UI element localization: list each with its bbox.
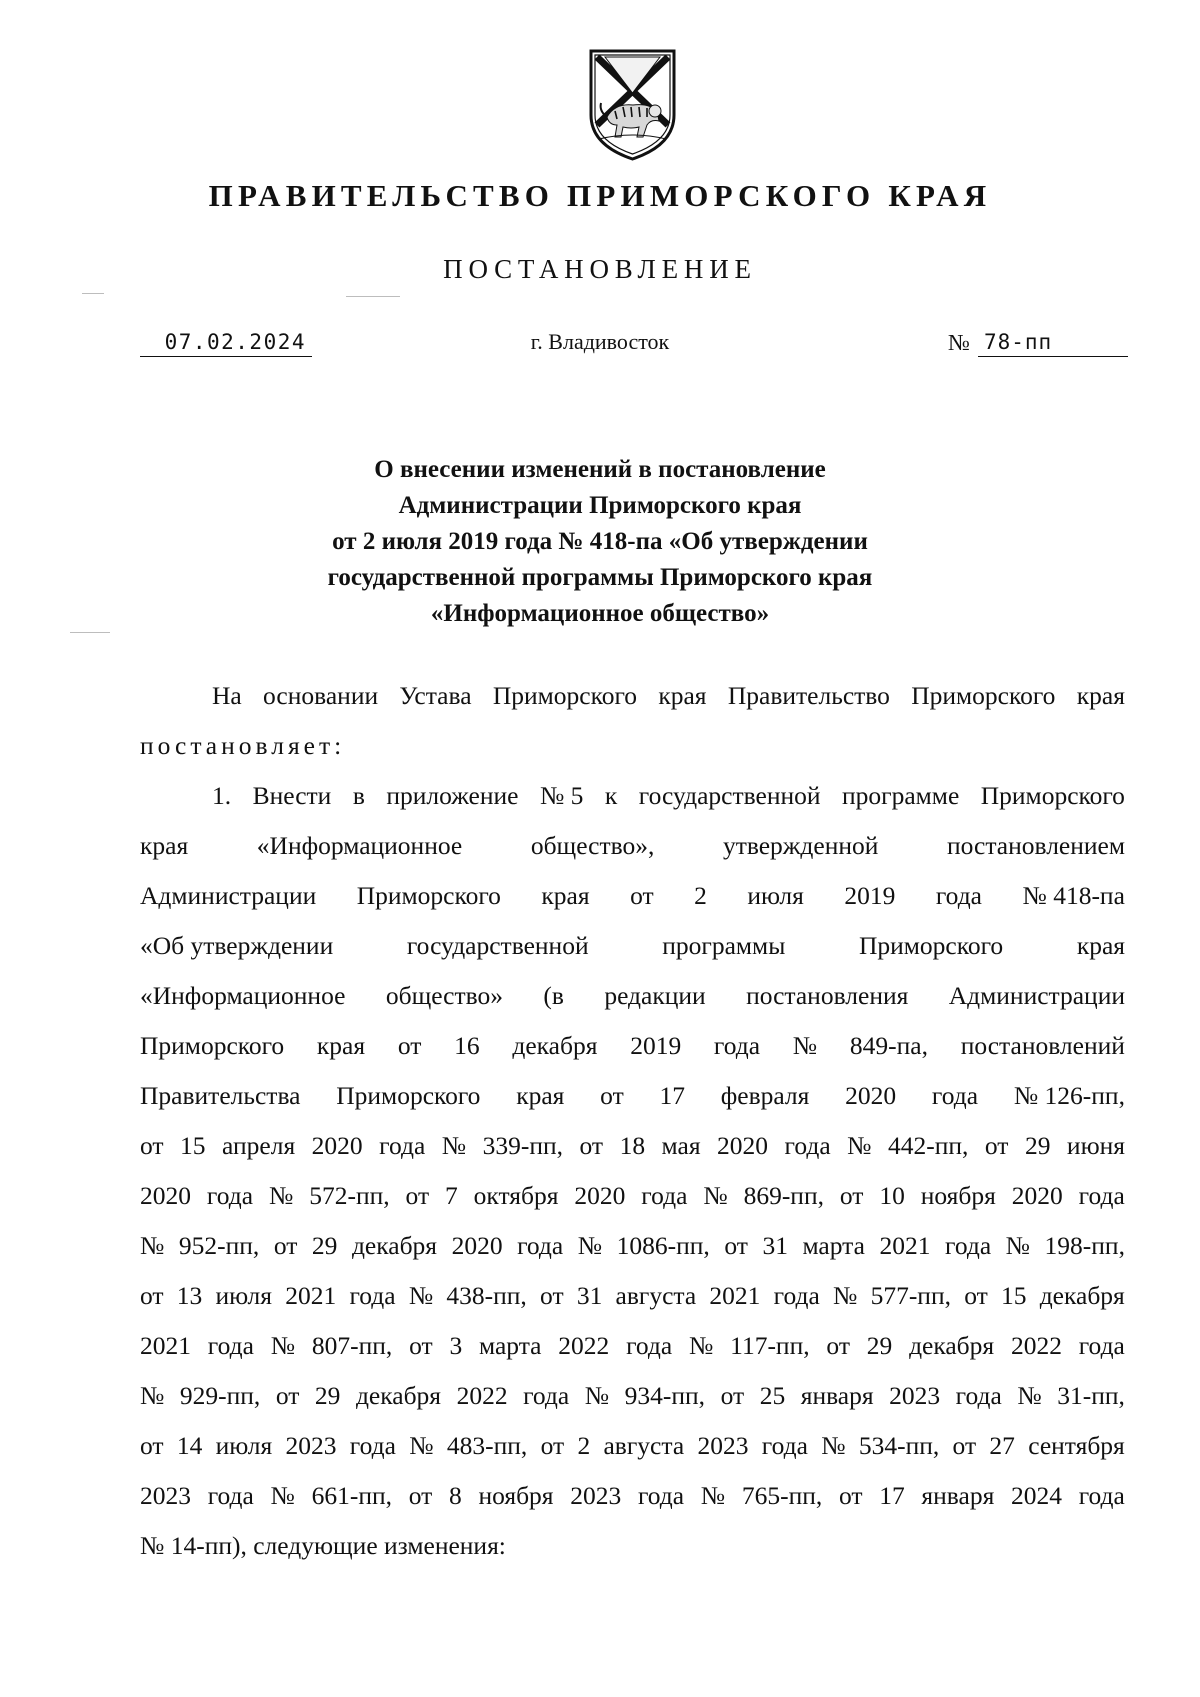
body-word: года bbox=[955, 1381, 1002, 1410]
body-word: Приморского bbox=[140, 1031, 285, 1060]
document-subject bbox=[0, 452, 1200, 632]
body-word: Приморского bbox=[492, 681, 638, 710]
document-type: ПОСТАНОВЛЕНИЕ bbox=[443, 254, 757, 284]
body-word: 572-пп, bbox=[309, 1181, 390, 1210]
body-word: 198-пп, bbox=[1044, 1231, 1125, 1260]
body-word: 2019 bbox=[844, 881, 896, 910]
body-word: № bbox=[821, 1431, 846, 1460]
body-word: 2021 bbox=[879, 1231, 931, 1260]
body-word: № bbox=[792, 1031, 818, 1060]
body-line bbox=[140, 771, 1125, 821]
body-word: утвержденной bbox=[722, 831, 879, 860]
body-word: года bbox=[207, 1481, 254, 1510]
body-word: 29 bbox=[866, 1331, 893, 1360]
body-word: года bbox=[1078, 1481, 1125, 1510]
body-word: апреля bbox=[222, 1131, 296, 1160]
body-word: № bbox=[833, 1281, 858, 1310]
body-word: года bbox=[1078, 1331, 1125, 1360]
body-word: июля bbox=[215, 1431, 273, 1460]
body-line bbox=[140, 721, 1125, 771]
body-line bbox=[140, 1321, 1125, 1371]
body-word: 2 bbox=[577, 1431, 591, 1460]
body-word: № bbox=[140, 1231, 165, 1260]
body-word: 1086-пп, bbox=[616, 1231, 710, 1260]
body-word: 2023 bbox=[697, 1431, 749, 1460]
body-word: № bbox=[1017, 1381, 1042, 1410]
body-word: от bbox=[540, 1431, 565, 1460]
body-word: постановлением bbox=[946, 831, 1125, 860]
body-word: 2020 bbox=[140, 1181, 191, 1210]
body-word: Администрации bbox=[948, 981, 1125, 1010]
body-word: 2020 bbox=[311, 1131, 363, 1160]
scan-artifact bbox=[70, 632, 110, 633]
body-word: 2022 bbox=[1010, 1331, 1062, 1360]
body-word: 13 bbox=[176, 1281, 203, 1310]
body-word: 2 bbox=[694, 881, 707, 910]
body-word: марта bbox=[802, 1231, 865, 1260]
subject-line: государственной программы Приморского края bbox=[327, 564, 873, 591]
body-word: 29 bbox=[311, 1231, 338, 1260]
body-word: мая bbox=[661, 1131, 701, 1160]
body-word: приложение bbox=[386, 781, 519, 810]
body-word: года bbox=[713, 1031, 761, 1060]
body-word: 2021 bbox=[709, 1281, 761, 1310]
body-word: декабря bbox=[351, 1231, 438, 1260]
body-word: 952-пп, bbox=[178, 1231, 260, 1260]
body-word: года bbox=[523, 1381, 570, 1410]
body-word: 16 bbox=[454, 1031, 480, 1060]
body-word: года bbox=[379, 1131, 426, 1160]
body-word: декабря bbox=[909, 1331, 995, 1360]
body-line bbox=[140, 1421, 1125, 1471]
subject-line: О внесении изменений в постановление bbox=[374, 456, 826, 483]
body-word: 2023 bbox=[889, 1381, 941, 1410]
body-word: № bbox=[409, 1431, 434, 1460]
body-word: 15 bbox=[180, 1131, 206, 1160]
body-word: года bbox=[349, 1281, 396, 1310]
body-word: 2021 bbox=[285, 1281, 337, 1310]
body-word: 577-пп, bbox=[870, 1281, 951, 1310]
coat-of-arms-emblem bbox=[585, 45, 680, 163]
body-word: января bbox=[921, 1481, 995, 1510]
body-line bbox=[140, 671, 1125, 721]
body-word: от bbox=[579, 1131, 604, 1160]
government-title: ПРАВИТЕЛЬСТВО ПРИМОРСКОГО КРАЯ bbox=[208, 178, 992, 213]
body-word: 31 bbox=[762, 1231, 788, 1260]
body-word: года bbox=[931, 1081, 979, 1110]
body-word: постановления bbox=[746, 981, 909, 1010]
scan-artifact bbox=[346, 296, 400, 297]
body-word: № bbox=[1005, 1231, 1031, 1260]
body-word: ноября bbox=[478, 1481, 554, 1510]
number-value: 78-пп bbox=[978, 328, 1128, 357]
body-word: от bbox=[826, 1331, 850, 1360]
body-word: 25 bbox=[759, 1381, 786, 1410]
body-word: № 418-па bbox=[1022, 881, 1125, 910]
body-word: основании bbox=[263, 681, 379, 710]
body-word: «Информационное bbox=[256, 831, 463, 860]
body-word: № bbox=[140, 1381, 165, 1410]
body-line bbox=[140, 1121, 1125, 1171]
body-word: Приморского bbox=[336, 1081, 481, 1110]
document-date: 07.02.2024 bbox=[140, 328, 312, 357]
body-word: 765-пп, bbox=[741, 1481, 823, 1510]
body-word: года bbox=[935, 881, 982, 910]
body-word: октября bbox=[473, 1181, 559, 1210]
body-word: ноября bbox=[920, 1181, 996, 1210]
body-line bbox=[140, 821, 1125, 871]
body-line bbox=[140, 1371, 1125, 1421]
document-body bbox=[140, 671, 1125, 1571]
body-word: декабря bbox=[355, 1381, 442, 1410]
body-word: Приморского bbox=[858, 931, 1004, 960]
body-word: № bbox=[584, 1381, 610, 1410]
body-word: 17 bbox=[659, 1081, 685, 1110]
body-word: от bbox=[405, 1181, 430, 1210]
body-word: от bbox=[273, 1231, 298, 1260]
body-word: от bbox=[839, 1181, 864, 1210]
body-word: декабря bbox=[512, 1031, 598, 1060]
body-word: от bbox=[838, 1481, 863, 1510]
body-word: года bbox=[784, 1131, 831, 1160]
body-word: года bbox=[1078, 1181, 1125, 1210]
body-word: 339-пп, bbox=[482, 1131, 564, 1160]
body-word: от bbox=[408, 1481, 433, 1510]
body-word: края bbox=[516, 1081, 565, 1110]
body-word: края bbox=[140, 831, 189, 860]
body-word: от bbox=[140, 1131, 164, 1160]
body-word: от bbox=[952, 1431, 977, 1460]
body-word: 27 bbox=[989, 1431, 1015, 1460]
body-word: № 5 bbox=[539, 781, 584, 810]
body-word: 2020 bbox=[845, 1081, 897, 1110]
body-word: к bbox=[604, 781, 618, 810]
body-word: края bbox=[658, 681, 707, 710]
body-word: 15 bbox=[1000, 1281, 1027, 1310]
body-word: края bbox=[541, 881, 590, 910]
body-word: № 126-пп, bbox=[1013, 1081, 1125, 1110]
body-line bbox=[140, 1021, 1125, 1071]
body-word: от bbox=[397, 1031, 422, 1060]
body-word: от bbox=[964, 1281, 988, 1310]
body-word: № bbox=[700, 1481, 726, 1510]
body-word: года bbox=[517, 1231, 564, 1260]
body-word: Правительства bbox=[140, 1081, 301, 1110]
body-word: 29 bbox=[1024, 1131, 1051, 1160]
subject-line: от 2 июля 2019 года № 418-па «Об утверждении bbox=[332, 528, 868, 555]
body-word: от bbox=[540, 1281, 564, 1310]
body-word: 2020 bbox=[451, 1231, 503, 1260]
body-word: программы bbox=[662, 931, 786, 960]
body-word: 18 bbox=[619, 1131, 646, 1160]
body-line bbox=[140, 871, 1125, 921]
body-line bbox=[140, 971, 1125, 1021]
body-word: государственной bbox=[406, 931, 589, 960]
subject-line: «Информационное общество» bbox=[430, 600, 770, 627]
body-word: № bbox=[577, 1231, 603, 1260]
body-word: 438-пп, bbox=[446, 1281, 527, 1310]
body-word: 1. bbox=[212, 781, 232, 810]
body-word: (в bbox=[543, 981, 564, 1010]
body-word: края bbox=[1076, 931, 1125, 960]
body-line bbox=[140, 1471, 1125, 1521]
body-word: года bbox=[626, 1331, 673, 1360]
body-word: 934-пп, bbox=[624, 1381, 706, 1410]
body-word: 2021 bbox=[140, 1331, 191, 1360]
body-word: 31 bbox=[576, 1281, 603, 1310]
body-word: «Информационное bbox=[140, 981, 346, 1010]
body-word: 3 bbox=[449, 1331, 463, 1360]
body-word: На bbox=[212, 681, 242, 710]
body-word: Приморского bbox=[980, 781, 1125, 810]
body-line bbox=[140, 921, 1125, 971]
body-word: от bbox=[600, 1081, 624, 1110]
body-line bbox=[140, 1221, 1125, 1271]
number-prefix: № bbox=[948, 330, 970, 355]
body-word: 29 bbox=[314, 1381, 341, 1410]
body-word: августа bbox=[615, 1281, 697, 1310]
body-word: от bbox=[275, 1381, 300, 1410]
body-word: июля bbox=[215, 1281, 273, 1310]
body-word: программе bbox=[842, 781, 960, 810]
body-word: редакции bbox=[604, 981, 706, 1010]
body-word: года bbox=[641, 1181, 688, 1210]
body-word: 7 bbox=[445, 1181, 458, 1210]
body-line bbox=[140, 1171, 1125, 1221]
body-word: № bbox=[270, 1481, 295, 1510]
body-word: Устава bbox=[399, 681, 472, 710]
body-word: 8 bbox=[448, 1481, 462, 1510]
body-word: 2020 bbox=[1011, 1181, 1063, 1210]
body-word: июня bbox=[1066, 1131, 1125, 1160]
body-word: 2020 bbox=[574, 1181, 626, 1210]
body-word: года bbox=[637, 1481, 685, 1510]
body-word: от bbox=[984, 1131, 1009, 1160]
body-word: 2020 bbox=[717, 1131, 769, 1160]
body-word: Правительство bbox=[727, 681, 890, 710]
body-word: от bbox=[140, 1431, 164, 1460]
body-word: 2019 bbox=[630, 1031, 682, 1060]
body-word: 117-пп, bbox=[730, 1331, 810, 1360]
body-text-run: постановляет: bbox=[140, 731, 346, 760]
body-word: 2023 bbox=[285, 1431, 337, 1460]
body-word: от bbox=[720, 1381, 745, 1410]
body-word: года bbox=[206, 1181, 254, 1210]
body-word: года bbox=[207, 1331, 254, 1360]
body-word: декабря bbox=[1039, 1281, 1125, 1310]
document-number bbox=[948, 328, 1128, 357]
body-word: 17 bbox=[879, 1481, 905, 1510]
body-text-run: № 14-пп), следующие изменения: bbox=[140, 1531, 506, 1560]
body-word: общество», bbox=[530, 831, 655, 860]
body-line bbox=[140, 1071, 1125, 1121]
body-word: 2024 bbox=[1011, 1481, 1063, 1510]
body-word: от bbox=[140, 1281, 164, 1310]
body-word: сентября bbox=[1028, 1431, 1125, 1460]
body-word: Приморского bbox=[911, 681, 1056, 710]
body-word: 2023 bbox=[140, 1481, 191, 1510]
body-word: от bbox=[724, 1231, 748, 1260]
body-word: государственной bbox=[638, 781, 821, 810]
body-word: 849-па, bbox=[849, 1031, 928, 1060]
subject-line: Администрации Приморского края bbox=[398, 492, 802, 519]
body-word: 661-пп, bbox=[311, 1481, 393, 1510]
body-word: февраля bbox=[720, 1081, 810, 1110]
body-word: 14 bbox=[176, 1431, 203, 1460]
body-word: № bbox=[703, 1181, 728, 1210]
body-word: от bbox=[409, 1331, 433, 1360]
body-word: от bbox=[630, 881, 654, 910]
body-word: 534-пп, bbox=[858, 1431, 940, 1460]
body-word: января bbox=[800, 1381, 874, 1410]
body-word: № bbox=[847, 1131, 872, 1160]
body-word: года bbox=[349, 1431, 396, 1460]
body-line bbox=[140, 1521, 1125, 1571]
body-word: № bbox=[441, 1131, 467, 1160]
body-word: Приморского bbox=[356, 881, 501, 910]
body-word: 807-пп, bbox=[311, 1331, 393, 1360]
body-word: в bbox=[352, 781, 365, 810]
body-word: № bbox=[689, 1331, 714, 1360]
body-word: 442-пп, bbox=[887, 1131, 969, 1160]
body-word: года bbox=[761, 1431, 808, 1460]
body-word: 2022 bbox=[456, 1381, 508, 1410]
body-word: постановлений bbox=[960, 1031, 1125, 1060]
body-word: № bbox=[408, 1281, 434, 1310]
body-word: июля bbox=[747, 881, 804, 910]
body-word: № bbox=[268, 1181, 294, 1210]
body-word: края bbox=[316, 1031, 366, 1060]
body-word: года bbox=[773, 1281, 820, 1310]
scan-artifact bbox=[82, 293, 104, 294]
body-word: года bbox=[945, 1231, 992, 1260]
body-word: № bbox=[270, 1331, 296, 1360]
body-word: 869-пп, bbox=[743, 1181, 824, 1210]
body-word: 31-пп, bbox=[1057, 1381, 1125, 1410]
body-word: августа bbox=[603, 1431, 685, 1460]
body-word: 10 bbox=[879, 1181, 905, 1210]
body-word: «Об утверждении bbox=[140, 931, 334, 960]
body-word: 929-пп, bbox=[179, 1381, 261, 1410]
body-word: общество» bbox=[385, 981, 503, 1010]
body-word: марта bbox=[479, 1331, 542, 1360]
body-word: края bbox=[1076, 681, 1125, 710]
body-word: 2022 bbox=[558, 1331, 610, 1360]
document-city: г. Владивосток bbox=[530, 329, 670, 354]
body-word: Администрации bbox=[140, 881, 317, 910]
body-word: 2023 bbox=[570, 1481, 622, 1510]
body-word: 483-пп, bbox=[446, 1431, 528, 1460]
body-word: Внести bbox=[252, 781, 332, 810]
body-line bbox=[140, 1271, 1125, 1321]
